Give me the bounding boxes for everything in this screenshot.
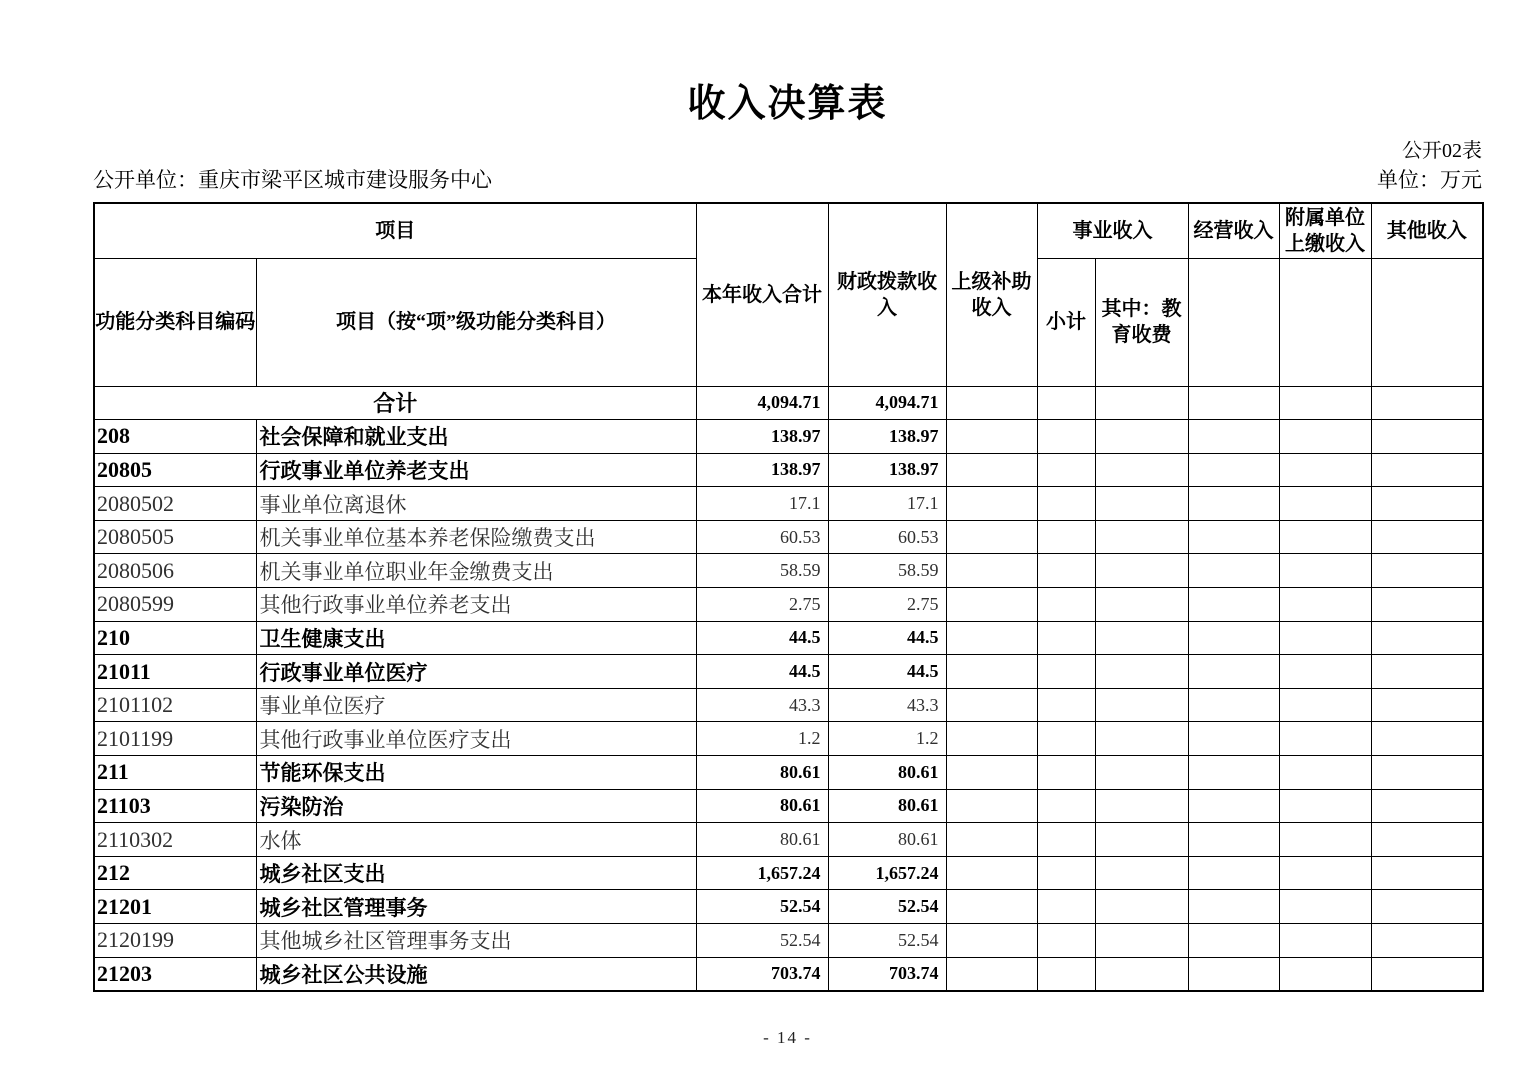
header-empty-cell <box>1188 258 1279 386</box>
row-fiscal-grant: 1.2 <box>828 722 946 756</box>
cell-empty <box>1371 520 1483 554</box>
summary-label: 合计 <box>94 386 696 420</box>
cell-empty <box>1037 621 1095 655</box>
header-other-income: 其他收入 <box>1371 203 1483 258</box>
cell-empty <box>1279 588 1371 622</box>
row-year-total: 60.53 <box>696 520 828 554</box>
row-year-total: 1.2 <box>696 722 828 756</box>
row-fiscal-grant: 43.3 <box>828 688 946 722</box>
row-fiscal-grant: 44.5 <box>828 655 946 689</box>
table-row <box>94 722 1483 756</box>
unit-label: 单位：万元 <box>1377 168 1482 192</box>
cell-empty <box>1095 453 1188 487</box>
header-project-item: 项目（按“项”级功能分类科目） <box>256 258 696 386</box>
row-name: 其他行政事业单位养老支出 <box>256 588 696 622</box>
row-fiscal-grant: 703.74 <box>828 957 946 991</box>
row-name: 行政事业单位医疗 <box>256 655 696 689</box>
cell-empty <box>1371 655 1483 689</box>
header-subtotal: 小计 <box>1037 258 1095 386</box>
cell-empty <box>1279 890 1371 924</box>
table-row <box>94 957 1483 991</box>
row-year-total: 1,657.24 <box>696 856 828 890</box>
row-code: 2080599 <box>94 588 256 622</box>
summary-year-total: 4,094.71 <box>696 386 828 420</box>
table-row <box>94 688 1483 722</box>
row-name: 其他行政事业单位医疗支出 <box>256 722 696 756</box>
cell-empty <box>1095 588 1188 622</box>
cell-empty <box>1095 520 1188 554</box>
cell-empty <box>1279 655 1371 689</box>
cell-empty <box>1037 924 1095 958</box>
cell-empty <box>946 453 1037 487</box>
header-business-income: 事业收入 <box>1037 203 1188 258</box>
row-year-total: 52.54 <box>696 890 828 924</box>
table-row <box>94 487 1483 521</box>
row-name: 城乡社区支出 <box>256 856 696 890</box>
header-project-group: 项目 <box>94 203 696 258</box>
cell-empty <box>946 856 1037 890</box>
row-year-total: 44.5 <box>696 621 828 655</box>
row-code: 21011 <box>94 655 256 689</box>
row-name: 水体 <box>256 823 696 857</box>
cell-empty <box>1279 386 1371 420</box>
cell-empty <box>1037 386 1095 420</box>
row-fiscal-grant: 44.5 <box>828 621 946 655</box>
cell-empty <box>946 957 1037 991</box>
cell-empty <box>1188 520 1279 554</box>
cell-empty <box>1279 554 1371 588</box>
row-code: 2101102 <box>94 688 256 722</box>
row-year-total: 43.3 <box>696 688 828 722</box>
table-row <box>94 789 1483 823</box>
cell-empty <box>1095 823 1188 857</box>
row-year-total: 80.61 <box>696 756 828 790</box>
cell-empty <box>1279 722 1371 756</box>
cell-empty <box>1279 453 1371 487</box>
row-name: 机关事业单位职业年金缴费支出 <box>256 554 696 588</box>
cell-empty <box>1371 823 1483 857</box>
cell-empty <box>1371 420 1483 454</box>
header-empty-cell <box>1371 258 1483 386</box>
row-fiscal-grant: 52.54 <box>828 890 946 924</box>
row-fiscal-grant: 60.53 <box>828 520 946 554</box>
row-name: 节能环保支出 <box>256 756 696 790</box>
table-row <box>94 924 1483 958</box>
cell-empty <box>1188 789 1279 823</box>
cell-empty <box>1095 789 1188 823</box>
cell-empty <box>946 520 1037 554</box>
row-code: 210 <box>94 621 256 655</box>
cell-empty <box>1037 722 1095 756</box>
row-year-total: 44.5 <box>696 655 828 689</box>
cell-empty <box>1095 386 1188 420</box>
cell-empty <box>1095 688 1188 722</box>
cell-empty <box>1371 554 1483 588</box>
row-code: 2080502 <box>94 487 256 521</box>
header-row-1 <box>94 203 1483 258</box>
cell-empty <box>1037 453 1095 487</box>
row-year-total: 138.97 <box>696 420 828 454</box>
row-fiscal-grant: 58.59 <box>828 554 946 588</box>
table-row <box>94 823 1483 857</box>
table-row <box>94 655 1483 689</box>
row-year-total: 703.74 <box>696 957 828 991</box>
cell-empty <box>1188 487 1279 521</box>
row-code: 2101199 <box>94 722 256 756</box>
row-name: 社会保障和就业支出 <box>256 420 696 454</box>
table-row <box>94 520 1483 554</box>
cell-empty <box>1188 924 1279 958</box>
cell-empty <box>1037 957 1095 991</box>
row-name: 机关事业单位基本养老保险缴费支出 <box>256 520 696 554</box>
meta-row <box>93 166 1482 194</box>
cell-empty <box>946 655 1037 689</box>
cell-empty <box>1188 621 1279 655</box>
cell-empty <box>946 789 1037 823</box>
cell-empty <box>946 420 1037 454</box>
cell-empty <box>1037 420 1095 454</box>
cell-empty <box>1371 957 1483 991</box>
table-row <box>94 890 1483 924</box>
cell-empty <box>1095 756 1188 790</box>
row-year-total: 80.61 <box>696 789 828 823</box>
cell-empty <box>946 554 1037 588</box>
cell-empty <box>1095 957 1188 991</box>
cell-empty <box>1371 722 1483 756</box>
cell-empty <box>1279 487 1371 521</box>
table-row <box>94 856 1483 890</box>
cell-empty <box>1037 823 1095 857</box>
cell-empty <box>1371 487 1483 521</box>
cell-empty <box>1095 924 1188 958</box>
cell-empty <box>1279 420 1371 454</box>
header-edu-fee: 其中：教育收费 <box>1095 258 1188 386</box>
cell-empty <box>1371 890 1483 924</box>
row-name: 行政事业单位养老支出 <box>256 453 696 487</box>
cell-empty <box>1371 789 1483 823</box>
cell-empty <box>1188 554 1279 588</box>
row-year-total: 80.61 <box>696 823 828 857</box>
cell-empty <box>1371 924 1483 958</box>
row-name: 城乡社区管理事务 <box>256 890 696 924</box>
cell-empty <box>1095 420 1188 454</box>
table-row <box>94 756 1483 790</box>
cell-empty <box>1371 588 1483 622</box>
header-function-code: 功能分类科目编码 <box>94 258 256 386</box>
row-fiscal-grant: 2.75 <box>828 588 946 622</box>
header-upper-subsidy: 上级补助收入 <box>946 203 1037 386</box>
row-code: 21203 <box>94 957 256 991</box>
cell-empty <box>1279 756 1371 790</box>
cell-empty <box>946 924 1037 958</box>
row-name: 其他城乡社区管理事务支出 <box>256 924 696 958</box>
cell-empty <box>1371 386 1483 420</box>
row-code: 211 <box>94 756 256 790</box>
row-fiscal-grant: 17.1 <box>828 487 946 521</box>
cell-empty <box>1037 588 1095 622</box>
table-row <box>94 621 1483 655</box>
cell-empty <box>1037 487 1095 521</box>
row-name: 城乡社区公共设施 <box>256 957 696 991</box>
row-code: 212 <box>94 856 256 890</box>
row-fiscal-grant: 1,657.24 <box>828 856 946 890</box>
table-row <box>94 420 1483 454</box>
cell-empty <box>946 722 1037 756</box>
summary-fiscal-grant: 4,094.71 <box>828 386 946 420</box>
row-fiscal-grant: 138.97 <box>828 420 946 454</box>
cell-empty <box>1095 655 1188 689</box>
row-year-total: 17.1 <box>696 487 828 521</box>
cell-empty <box>946 688 1037 722</box>
row-fiscal-grant: 80.61 <box>828 756 946 790</box>
income-statement-table <box>93 202 1484 992</box>
row-year-total: 2.75 <box>696 588 828 622</box>
cell-empty <box>1371 856 1483 890</box>
cell-empty <box>1037 520 1095 554</box>
cell-empty <box>1371 453 1483 487</box>
cell-empty <box>946 823 1037 857</box>
cell-empty <box>1037 554 1095 588</box>
header-affiliated-remit: 附属单位上缴收入 <box>1279 203 1371 258</box>
table-row <box>94 554 1483 588</box>
cell-empty <box>1095 856 1188 890</box>
table-row <box>94 588 1483 622</box>
table-row-summary <box>94 386 1483 420</box>
row-fiscal-grant: 52.54 <box>828 924 946 958</box>
cell-empty <box>1037 789 1095 823</box>
cell-empty <box>1037 655 1095 689</box>
publisher-label: 公开单位：重庆市梁平区城市建设服务中心 <box>93 168 492 192</box>
cell-empty <box>1279 823 1371 857</box>
cell-empty <box>1279 856 1371 890</box>
cell-empty <box>946 588 1037 622</box>
row-code: 21103 <box>94 789 256 823</box>
cell-empty <box>1279 688 1371 722</box>
cell-empty <box>1279 924 1371 958</box>
cell-empty <box>1279 621 1371 655</box>
cell-empty <box>946 890 1037 924</box>
row-code: 208 <box>94 420 256 454</box>
row-fiscal-grant: 80.61 <box>828 823 946 857</box>
cell-empty <box>1279 520 1371 554</box>
cell-empty <box>946 386 1037 420</box>
cell-empty <box>1095 554 1188 588</box>
cell-empty <box>1095 621 1188 655</box>
row-code: 20805 <box>94 453 256 487</box>
cell-empty <box>1188 655 1279 689</box>
row-name: 事业单位医疗 <box>256 688 696 722</box>
cell-empty <box>1037 856 1095 890</box>
cell-empty <box>1095 487 1188 521</box>
page-number: - 14 - <box>763 1028 812 1047</box>
row-code: 21201 <box>94 890 256 924</box>
cell-empty <box>1371 621 1483 655</box>
sheet-number-label: 公开02表 <box>1402 140 1482 162</box>
cell-empty <box>1188 453 1279 487</box>
cell-empty <box>1188 722 1279 756</box>
cell-empty <box>1279 789 1371 823</box>
cell-empty <box>1037 756 1095 790</box>
header-year-total: 本年收入合计 <box>696 203 828 386</box>
cell-empty <box>1188 823 1279 857</box>
row-fiscal-grant: 138.97 <box>828 453 946 487</box>
cell-empty <box>1037 890 1095 924</box>
cell-empty <box>1279 957 1371 991</box>
header-empty-cell <box>1279 258 1371 386</box>
page-title: 收入决算表 <box>687 83 888 125</box>
cell-empty <box>1371 688 1483 722</box>
table-row <box>94 453 1483 487</box>
row-code: 2080506 <box>94 554 256 588</box>
header-operating-income: 经营收入 <box>1188 203 1279 258</box>
cell-empty <box>1188 890 1279 924</box>
row-fiscal-grant: 80.61 <box>828 789 946 823</box>
cell-empty <box>1188 688 1279 722</box>
header-fiscal-grant: 财政拨款收入 <box>828 203 946 386</box>
row-name: 卫生健康支出 <box>256 621 696 655</box>
cell-empty <box>1188 856 1279 890</box>
cell-empty <box>946 621 1037 655</box>
cell-empty <box>1188 420 1279 454</box>
cell-empty <box>1371 756 1483 790</box>
row-year-total: 52.54 <box>696 924 828 958</box>
row-year-total: 58.59 <box>696 554 828 588</box>
row-code: 2110302 <box>94 823 256 857</box>
row-name: 事业单位离退休 <box>256 487 696 521</box>
cell-empty <box>1188 957 1279 991</box>
row-name: 污染防治 <box>256 789 696 823</box>
cell-empty <box>946 756 1037 790</box>
cell-empty <box>1095 722 1188 756</box>
cell-empty <box>946 487 1037 521</box>
cell-empty <box>1095 890 1188 924</box>
cell-empty <box>1188 386 1279 420</box>
row-code: 2080505 <box>94 520 256 554</box>
cell-empty <box>1037 688 1095 722</box>
cell-empty <box>1188 588 1279 622</box>
cell-empty <box>1188 756 1279 790</box>
row-year-total: 138.97 <box>696 453 828 487</box>
row-code: 2120199 <box>94 924 256 958</box>
